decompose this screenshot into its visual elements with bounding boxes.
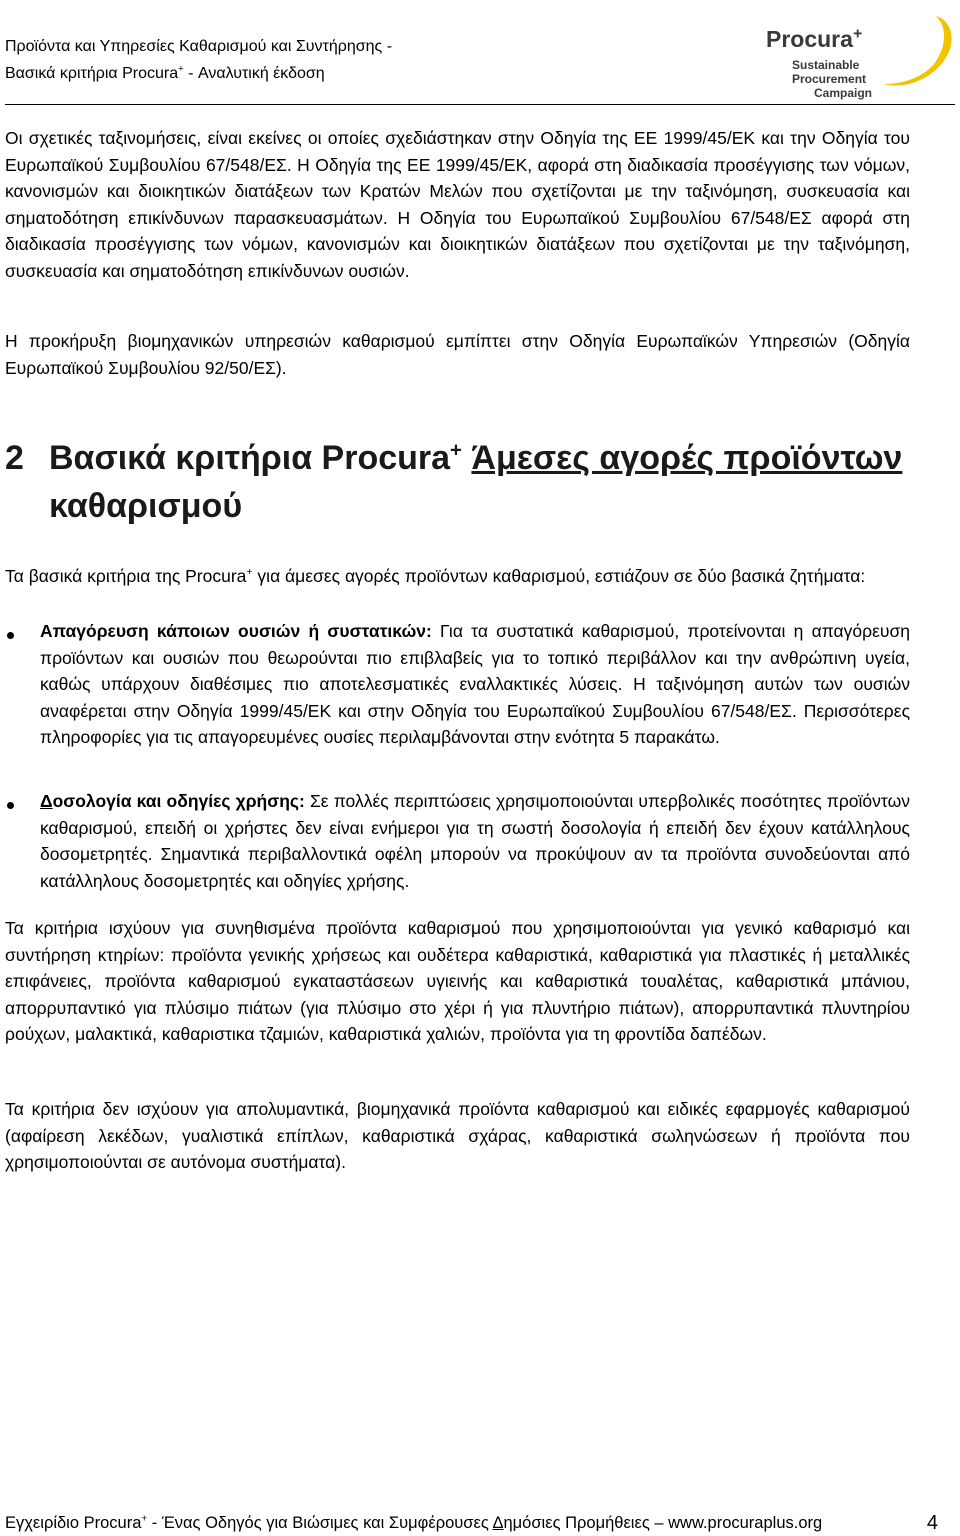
footer-text: Εγχειρίδιο Procura+ - Ένας Οδηγός για Βιώσιμες και Συμφέρουσες Δημόσιες Προμήθειες – www.procuraplus.org bbox=[5, 1513, 823, 1532]
intro-paragraph-1: Οι σχετικές ταξινομήσεις, είναι εκείνες οι οποίες σχεδιάστηκαν στην Οδηγία της ΕΕ 1999/45/ΕΚ και την Οδηγία του Ευρωπαϊκού Συμβουλίου 67/548/ΕΣ. Η Οδηγία της ΕΕ 1999/45/ΕΚ, αφορά στη διαδικασία προσέγγισης των νόμων, κανονισμών και διοικητικών διατάξεων των Κρατών Μελών που σχετίζονται με την ταξινόμηση, συσκευασία και σηματοδότηση επικίνδυνων παρασκευασμάτων. Η Οδηγία του Ευρωπαϊκού Συμβουλίου 67/548/ΕΣ αφορά στη διαδικασία προσέγγισης των νόμων, κανονισμών και διοικητικών διατάξεων που σχετίζονται με την ταξινόμηση, συσκευασία και σηματοδότηση επικίνδυνων ουσιών. bbox=[5, 128, 910, 281]
header-title-line1: Προϊόντα και Υπηρεσίες Καθαρισμού και Συντήρησης - bbox=[5, 38, 393, 55]
bullet-item-1: Απαγόρευση κάποιων ουσιών ή συστατικών: Για τα συστατικά καθαρισμού, προτείνονται η απαγόρευση προϊόντων και ουσιών που θεωρούνται πιο επιβλαβείς για το τοπικό περιβάλλον και την ανθρώπινη υγεία, καθώς υπάρχουν διαθέσιμες πιο αποτελεσματικές εναλλακτικές λύσεις. Η ταξινόμηση αυτών των ουσιών αναφέρεται στην Οδηγία 1999/45/ΕΚ και στην Οδηγία του Ευρωπαϊκού Συμβουλίου 67/548/ΕΣ. Περισσότερες πληροφορίες για τις απαγορευμένες ουσίες περιλαμβάνονται στην ενότητα 5 παρακάτω. bbox=[40, 621, 911, 747]
body-paragraph-3: Τα κριτήρια ισχύουν για συνηθισμένα προϊόντα καθαρισμού που χρησιμοποιούνται για γενικό καθαρισμό και συντήρηση κτηρίων: προϊόντα γενικής χρήσεως και ουδέτερα καθαριστικά, καθαριστικά για πλαστικές ή μεταλλικές επιφάνειες, προϊόντα καθαρισμού εγκαταστάσεων υγιεινής και καθαριστικά τουαλέτας, καθαριστικά μπάνιου, απορρυπαντικό για πλύσιμο πιάτων (για πλύσιμο στο χέρι ή για πλυντήριο πιάτων), απορρυπαντικά πλυντηρίου ρούχων, μαλακτικά, καθαριστικα τζαμιών, καθαριστικά χαλιών, προϊόντα για τη φροντίδα δαπέδων. bbox=[5, 918, 910, 1044]
logo-brand: Procura+ bbox=[766, 25, 863, 52]
section-heading-line2: καθαρισμού bbox=[49, 487, 243, 525]
header-title-line2: Βασικά κριτήρια Procura+ - Αναλυτική έκδοση bbox=[5, 63, 325, 82]
intro-paragraph-2: Η προκήρυξη βιομηχανικών υπηρεσιών καθαρισμού εμπίπτει στην Οδηγία Ευρωπαϊκών Υπηρεσιών (Οδηγία Ευρωπαϊκού Συμβουλίου 92/50/ΕΣ). bbox=[5, 331, 910, 378]
bullet-dot-icon bbox=[7, 632, 14, 639]
procura-logo bbox=[766, 8, 956, 104]
header-rule bbox=[5, 104, 955, 105]
bullet-item-2: Δοσολογία και οδηγίες χρήσης: Σε πολλές περιπτώσεις χρησιμοποιούνται υπερβολικές ποσότητες προϊόντων καθαρισμού, επειδή οι χρήστες δεν είναι ενήμεροι για τη σωστή δοσολογία ή επειδή δεν έχουν κατάλληλους δοσομετρητές. Σημαντικά περιβαλλοντικά οφέλη μπορούν να προκύψουν αν τα προϊόντα συνοδεύονται από κατάλληλους δοσομετρητές και οδηγίες χρήσης. bbox=[40, 791, 910, 891]
body-paragraph-4: Τα κριτήρια δεν ισχύουν για απολυμαντικά, βιομηχανικά προϊόντα καθαρισμού και ειδικές εφαρμογές καθαρισμού (αφαίρεση λεκέδων, γυαλιστικά επίπλων, καθαριστικά σχάρας, καθαριστικά σωληνώσεων ή προϊόντα που χρησιμοποιούνται σε αυτόνομα συστήματα). bbox=[5, 1099, 910, 1172]
logo-tagline: Sustainable Procurement Campaign bbox=[792, 58, 873, 100]
section-heading: 2 Βασικά κριτήρια Procura+ Άμεσες αγορές προϊόντων bbox=[5, 434, 955, 482]
lead-paragraph: Τα βασικά κριτήρια της Procura+ για άμεσες αγορές προϊόντων καθαρισμού, εστιάζουν σε δύο βασικά ζητήματα: bbox=[5, 566, 866, 586]
section-number: 2 bbox=[5, 439, 24, 477]
section-title-underlined: Άμεσες αγορές προϊόντων bbox=[471, 439, 903, 477]
page-number: 4 bbox=[926, 1512, 938, 1534]
bullet-dot-icon bbox=[7, 802, 14, 809]
